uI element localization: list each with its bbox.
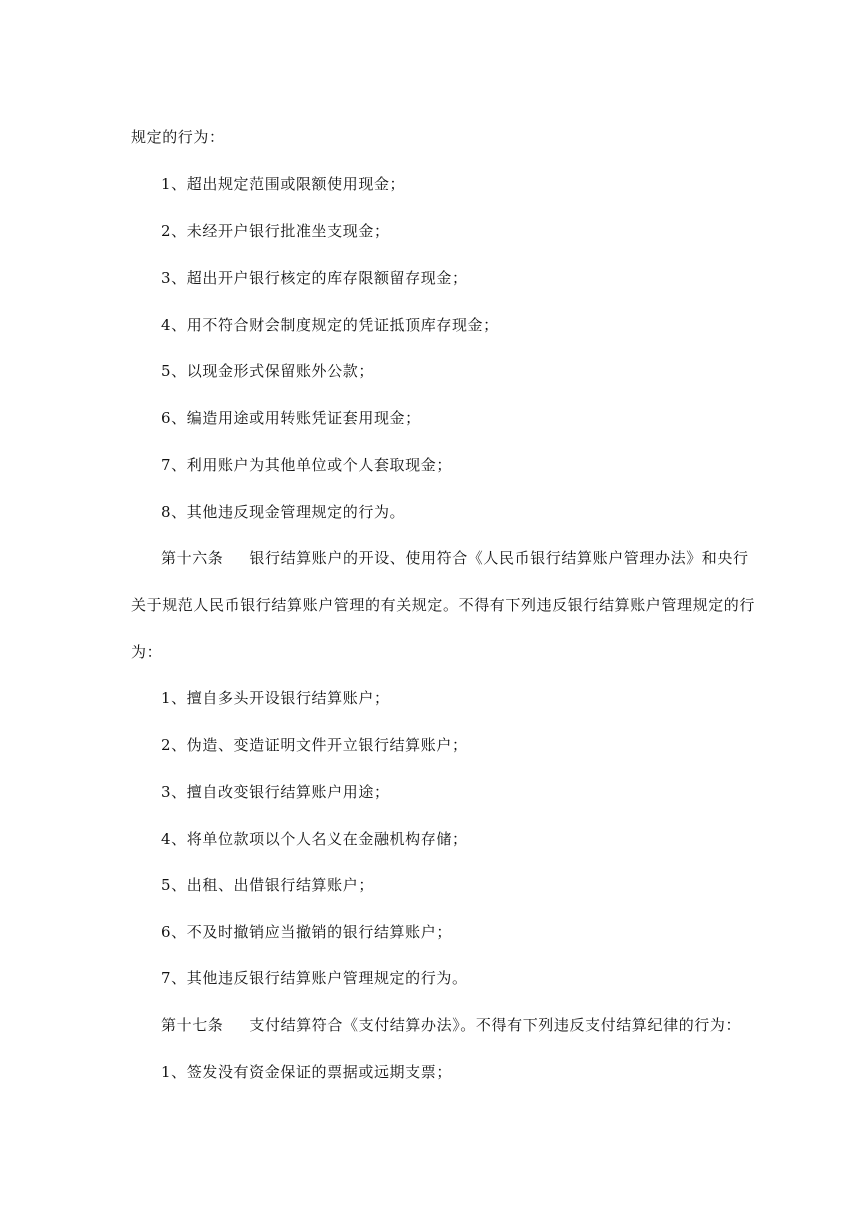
cash-item-7: 7、利用账户为其他单位或个人套取现金； xyxy=(161,456,452,474)
cash-item-4: 4、用不符合财会制度规定的凭证抵顶库存现金； xyxy=(161,316,499,334)
article-16-line-2: 关于规范人民币银行结算账户管理的有关规定。不得有下列违反银行结算账户管理规定的行 xyxy=(131,596,756,614)
cash-item-1: 1、超出规定范围或限额使用现金； xyxy=(161,175,406,193)
article-17-heading: 第十七条 xyxy=(161,1016,224,1034)
article-17-line-1 xyxy=(161,1015,741,1035)
account-item-2: 2、伪造、变造证明文件开立银行结算账户； xyxy=(161,736,468,754)
payment-item-1: 1、签发没有资金保证的票据或远期支票； xyxy=(161,1063,452,1081)
account-item-7: 7、其他违反银行结算账户管理规定的行为。 xyxy=(161,969,468,987)
cash-item-6: 6、编造用途或用转账凭证套用现金； xyxy=(161,409,421,427)
intro-text: 规定的行为： xyxy=(131,128,225,146)
cash-item-3: 3、超出开户银行核定的库存限额留存现金； xyxy=(161,269,468,287)
account-item-5: 5、出租、出借银行结算账户； xyxy=(161,876,374,894)
account-item-4: 4、将单位款项以个人名义在金融机构存储； xyxy=(161,830,468,848)
article-16-line-1 xyxy=(161,548,749,568)
account-item-3: 3、擅自改变银行结算账户用途； xyxy=(161,783,390,801)
account-item-1: 1、擅自多头开设银行结算账户； xyxy=(161,689,390,707)
cash-item-2: 2、未经开户银行批准坐支现金； xyxy=(161,222,390,240)
article-16-text-1: 银行结算账户的开设、使用符合《人民币银行结算账户管理办法》和央行 xyxy=(249,549,749,567)
article-17-text-1: 支付结算符合《支付结算办法》。不得有下列违反支付结算纪律的行为： xyxy=(249,1016,742,1034)
article-16-line-3: 为： xyxy=(131,643,163,661)
article-16-heading: 第十六条 xyxy=(161,549,224,567)
account-item-6: 6、不及时撤销应当撤销的银行结算账户； xyxy=(161,923,452,941)
cash-item-5: 5、以现金形式保留账外公款； xyxy=(161,362,374,380)
cash-item-8: 8、其他违反现金管理规定的行为。 xyxy=(161,503,406,521)
